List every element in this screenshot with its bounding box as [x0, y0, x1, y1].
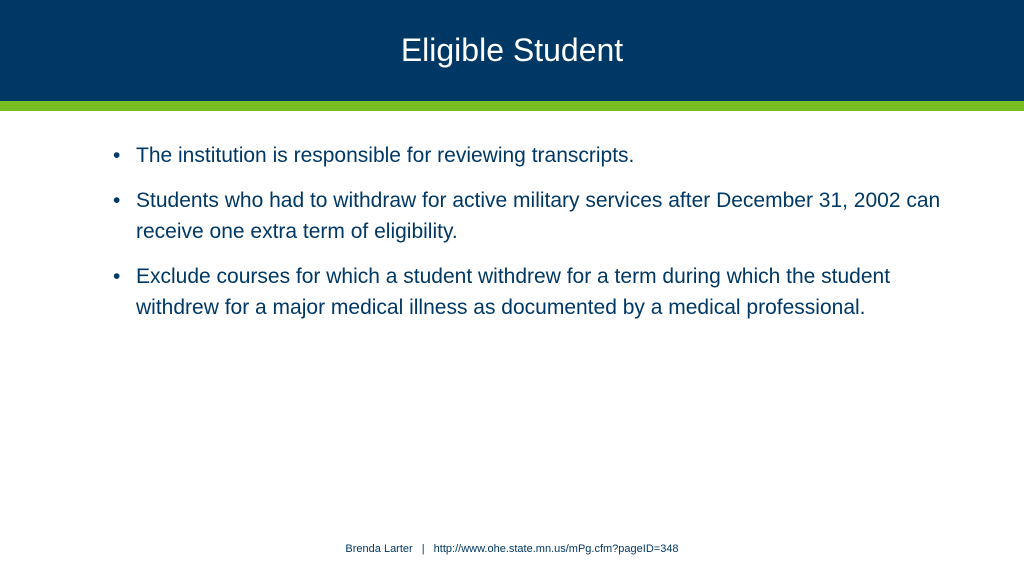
content-area [113, 140, 953, 337]
bullet-item [113, 185, 953, 247]
footer-separator: | [421, 543, 425, 555]
bullet-text: The institution is responsible for reviewing transcripts. [136, 144, 635, 167]
bullet-icon: • [113, 189, 121, 212]
bullet-text: Exclude courses for which a student withdrew for a term during which the student withdrew for a major medical illness as documented by a medical professional. [136, 265, 891, 319]
footer-author: Brenda Larter [345, 543, 413, 555]
bullet-item [113, 261, 953, 323]
footer-url: http://www.ohe.state.mn.us/mPg.cfm?pageID=348 [433, 543, 679, 555]
slide-title: Eligible Student [400, 32, 624, 68]
footer [0, 540, 1024, 558]
bullet-list [113, 140, 953, 323]
bullet-icon: • [113, 265, 121, 288]
bullet-icon: • [113, 144, 121, 167]
bullet-text: Students who had to withdraw for active military services after December 31, 2002 can receive one extra term of eligibility. [136, 189, 941, 243]
bullet-item [113, 140, 953, 171]
accent-bar [0, 101, 1024, 111]
